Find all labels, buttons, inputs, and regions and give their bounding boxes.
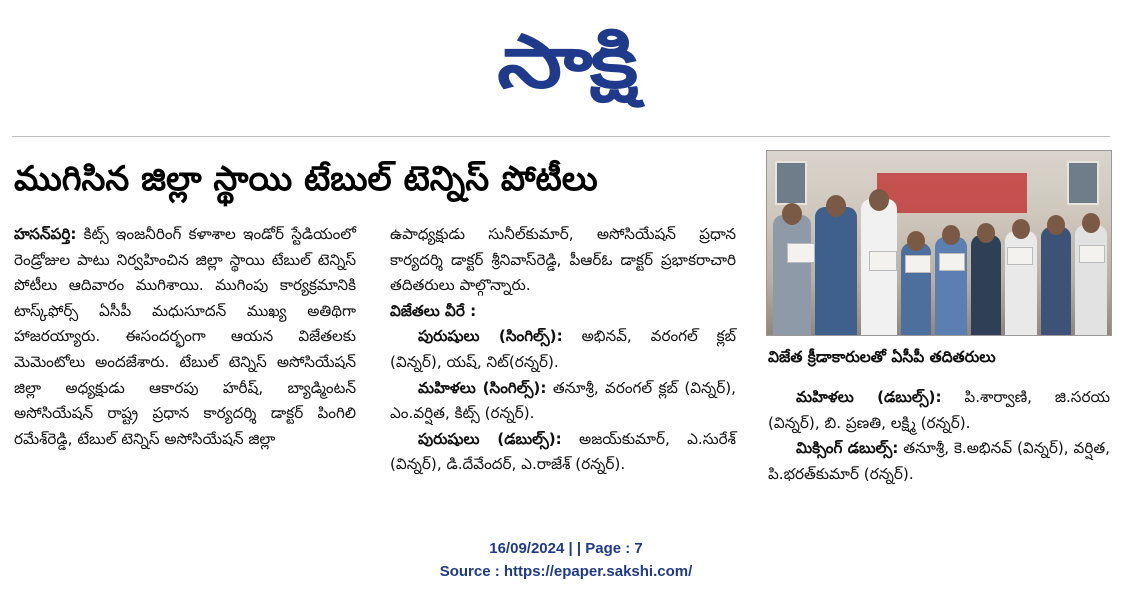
photo-certificate (939, 253, 965, 271)
winners-heading: విజేతలు వీరే : (390, 301, 477, 320)
winners-group-photo (766, 150, 1112, 336)
result-item (390, 324, 736, 375)
result-text: పి.శార్వాణి, జి.సరయ (విన్నర్), బి. ప్రణతి, లక్ష్మి (రన్నర్). (768, 388, 1110, 432)
photo-person (971, 235, 1001, 335)
photo-window (775, 161, 807, 205)
photo-person-head (1047, 215, 1065, 235)
photo-caption: విజేత క్రీడాకారులతో ఏసీపీ తదితరులు (768, 348, 996, 366)
result-item (390, 376, 736, 427)
result-item (768, 385, 1110, 436)
result-category: మహిళలు (డబుల్స్): (796, 388, 942, 406)
photo-person (1041, 227, 1071, 335)
dateline: హసన్‌పర్తి: (14, 225, 77, 243)
photo-person-head (977, 223, 995, 243)
result-text: అజయ్‌కుమార్, ఎ.సురేశ్ (విన్నర్), డి.దేవేందర్, ఎ.రాజేశ్ (రన్నర్). (390, 429, 736, 474)
article-body-text: కిట్స్ ఇంజనీరింగ్ కళాశాల ఇండోర్ స్టేడియంలో రెండ్రోజుల పాటు నిర్వహించిన జిల్లా స్థాయి టేబుల్ టెన్నిస్ పోటీలు ఆదివారం ముగిశాయి. ముగింపు కార్యక్రమానికి టాస్క్‌ఫోర్స్ ఏసీపీ మధుసూదన్ ముఖ్య అతిథిగా హాజరయ్యారు. ఈసందర్భంగా ఆయన విజేతలకు మెమెంటోలు అందజేశారు. టేబుల్ టెన్నిస్ అసోసియేషన్ జిల్లా అధ్యక్షుడు ఆకారపు హరీష్, బ్యాడ్మింటన్ అసోసియేషన్ రాష్ట్ర ప్రధాన కార్యదర్శి డాక్టర్ పింగిలి రమేశ్‌రెడ్డి, టేబుల్ టెన్నిస్ అసోసియేషన్ జిల్లా (14, 225, 356, 448)
photo-window (1067, 161, 1099, 205)
result-text: తనూశ్రీ, కె.అభినవ్ (విన్నర్), వర్షిత, పి.భరత్‌కుమార్ (రన్నర్). (768, 439, 1110, 483)
result-category: పురుషులు (సింగిల్స్): (418, 327, 563, 346)
result-category: మహిళలు (సింగిల్స్): (418, 378, 547, 397)
photo-person-head (869, 189, 889, 211)
masthead (0, 12, 1132, 112)
result-item (390, 427, 736, 478)
photo-person (815, 207, 857, 335)
photo-person (935, 237, 967, 335)
result-text: తనూశ్రీ, వరంగల్ క్లబ్ (విన్నర్), ఎం.వర్షిత, కిట్స్ (రన్నర్). (390, 378, 736, 423)
photo-person-head (1082, 213, 1100, 233)
photo-certificate (1079, 245, 1105, 263)
photo-person-head (782, 203, 802, 225)
result-text: అభినవ్, వరంగల్ క్లబ్ (విన్నర్), యష్, నిట్(రన్నర్). (390, 327, 737, 371)
photo-certificate (869, 251, 897, 271)
photo-person-head (907, 231, 925, 251)
result-category: మిక్సింగ్ డబుల్స్: (796, 439, 899, 458)
result-item (768, 436, 1110, 487)
article-headline: ముగిసిన జిల్లా స్థాయి టేబుల్ టెన్నిస్ పోటీలు (14, 159, 598, 199)
result-category: పురుషులు (డబుల్స్): (418, 429, 562, 448)
footer-date-page: 16/09/2024 | | Page : 7 (489, 540, 643, 557)
article-continuation: ఉపాధ్యక్షుడు సునీల్‌కుమార్, అసోసియేషన్ ప్రధాన కార్యదర్శి డాక్టర్ శ్రీనివాస్‌రెడ్డి, పీఆర్‌ఓ డాక్టర్ ప్రభాకరాచారి తదితరులు పాల్గొన్నారు. (390, 225, 736, 295)
footer-source: Source : https://epaper.sakshi.com/ (439, 563, 693, 580)
photo-banner (877, 173, 1027, 213)
photo-person-head (826, 195, 846, 217)
article-column-2 (390, 222, 736, 478)
sakshi-logo: సాక్షి (496, 19, 636, 105)
photo-person (773, 215, 811, 335)
photo-person (1075, 225, 1107, 335)
article-column-1 (14, 222, 356, 452)
photo-certificate (905, 255, 931, 273)
article-column-3 (768, 385, 1110, 487)
photo-person-head (1012, 219, 1030, 239)
photo-certificate (1007, 247, 1033, 265)
photo-person-head (942, 225, 960, 245)
photo-certificate (787, 243, 815, 263)
header-divider (12, 136, 1110, 137)
